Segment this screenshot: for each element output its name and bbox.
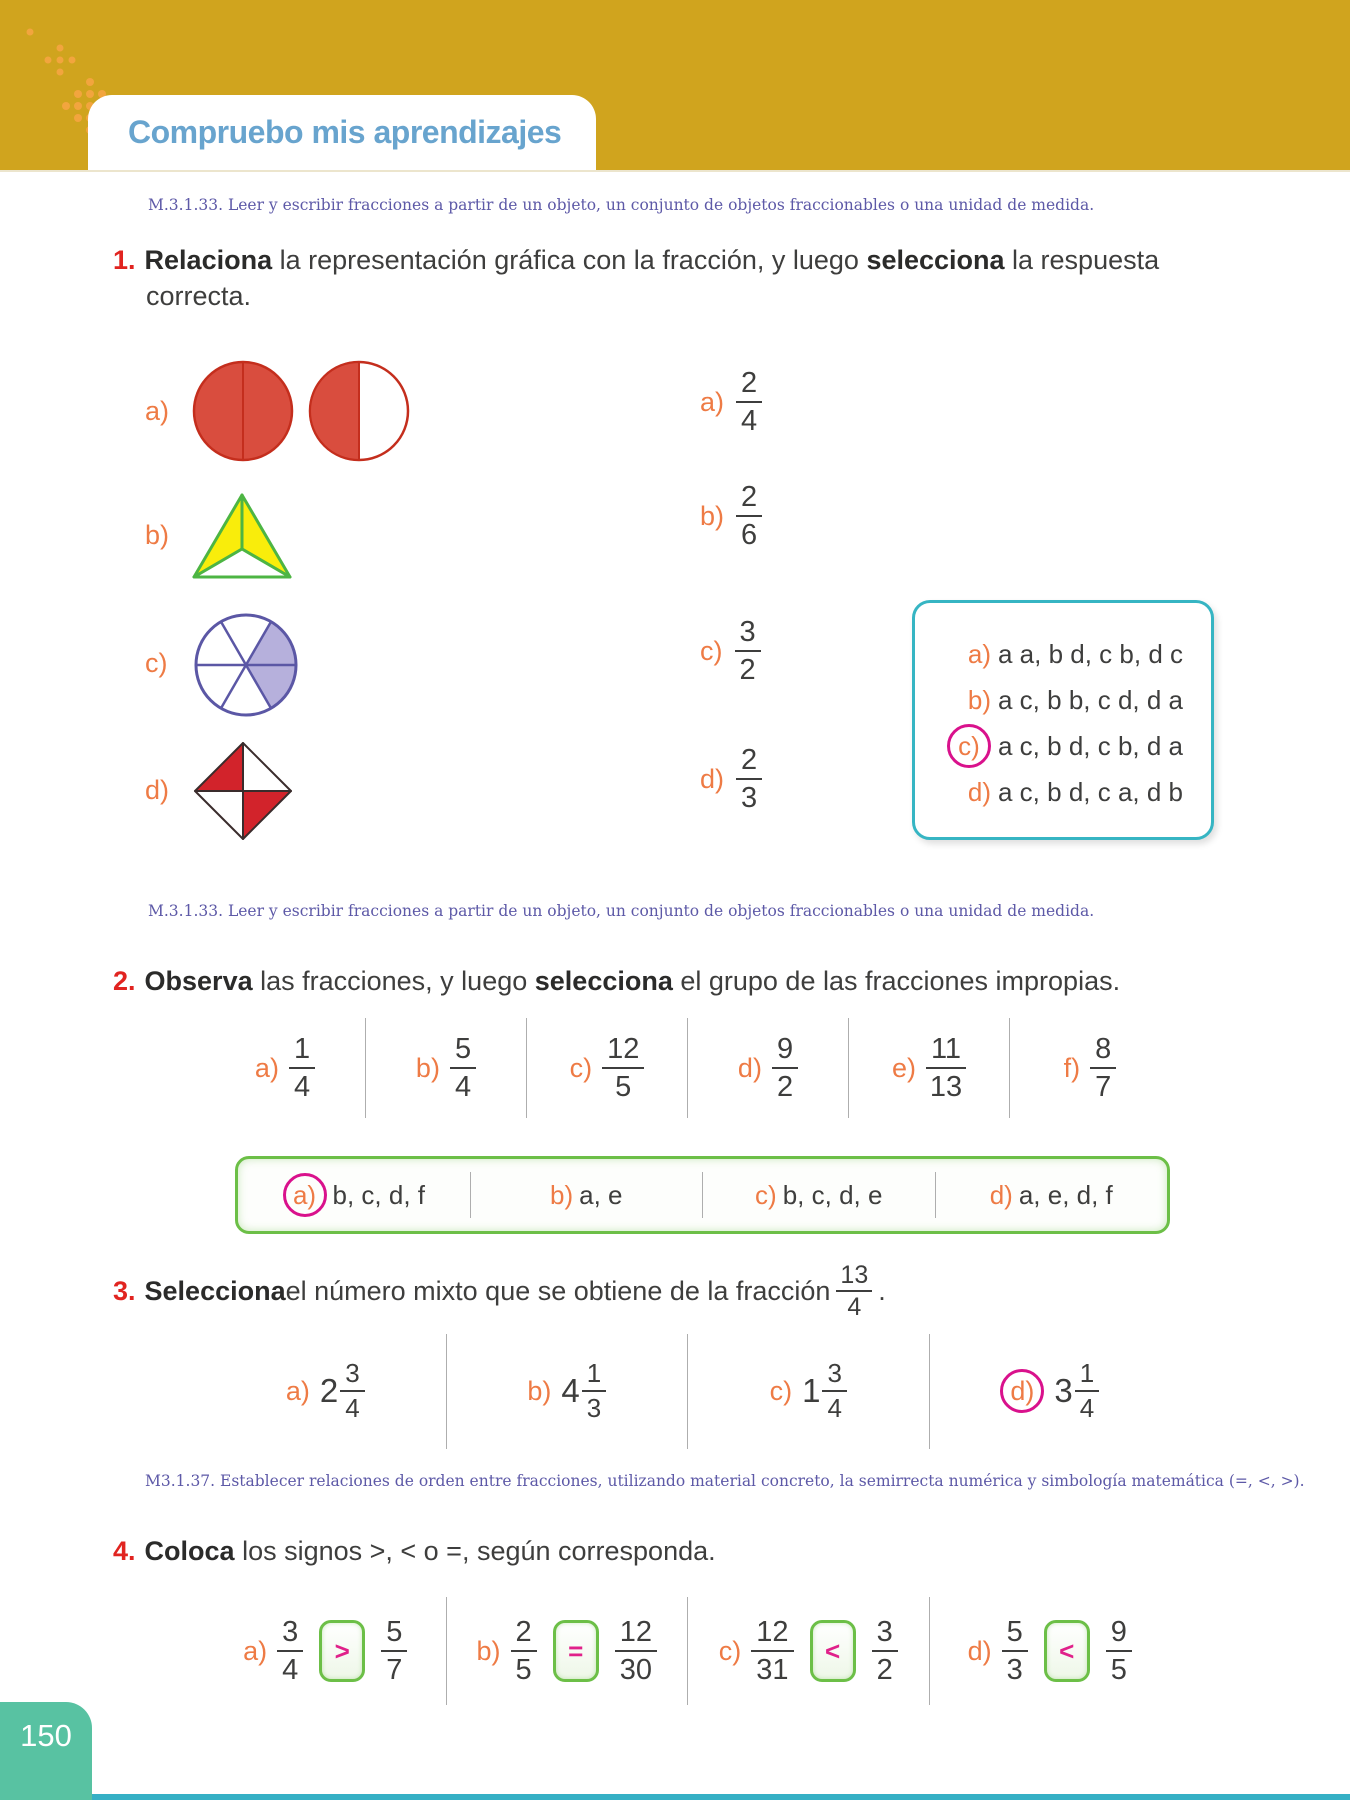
fraction-option-a: a) $\frac{2}{4}$ bbox=[700, 368, 762, 437]
fraction-option-d: d) $\frac{2}{3}$ bbox=[700, 745, 762, 814]
exercise1-title: 1. Relaciona la representación gráfica con la fracción, y luego selecciona la respuesta correcta. bbox=[113, 242, 1213, 314]
ex4-item-b: b) $\frac{2}{5}$ = $\frac{12}{30}$ bbox=[447, 1617, 688, 1686]
ex2-fraction-d: d) $\frac{9}{2}$ bbox=[688, 1034, 848, 1103]
exercise3-title: 3. Selecciona el número mixto que se obtiene de la fracción $\frac{13}{4}$ . bbox=[113, 1261, 886, 1322]
exercise2-number: 2. bbox=[113, 966, 136, 996]
shape-d-label: d) bbox=[145, 775, 170, 805]
comparison-sign-box: < bbox=[1044, 1620, 1090, 1682]
ex3-option-b: b) 4 $\frac{1}{3}$ bbox=[447, 1360, 688, 1423]
ex2-fraction-e: e) $\frac{11}{13}$ bbox=[849, 1034, 1009, 1103]
ex3-option-a: a) 2 $\frac{3}{4}$ bbox=[205, 1360, 446, 1423]
curriculum-standard-2: M.3.1.33. Leer y escribir fracciones a partir de un objeto, un conjunto de objetos fraccionables o una unidad de medida. bbox=[148, 902, 1095, 920]
page-title: Compruebo mis aprendizajes bbox=[128, 114, 562, 150]
exercise4-title: 4. Coloca los signos >, < o =, según corresponda. bbox=[113, 1536, 716, 1566]
shape-b-triangle bbox=[191, 492, 295, 582]
ex4-item-c: c) $\frac{12}{31}$ < $\frac{3}{2}$ bbox=[688, 1617, 929, 1686]
fraction-2-3: $\frac{2}{3}$ bbox=[736, 745, 762, 814]
shape-a-label: a) bbox=[145, 396, 170, 426]
ex2-fraction-a: a) $\frac{1}{4}$ bbox=[205, 1034, 365, 1103]
ex2-fraction-c: c) $\frac{12}{5}$ bbox=[527, 1034, 687, 1103]
curriculum-standard-1: M.3.1.33. Leer y escribir fracciones a partir de un objeto, un conjunto de objetos fraccionables o una unidad de medida. bbox=[148, 196, 1095, 214]
ex4-item-a: a) $\frac{3}{4}$ > $\frac{5}{7}$ bbox=[205, 1617, 446, 1686]
shape-d-diamond-fourths bbox=[193, 741, 293, 841]
header-band bbox=[0, 0, 1350, 172]
comparison-sign-box: = bbox=[553, 1620, 599, 1682]
shape-c-label: c) bbox=[145, 648, 168, 678]
exercise3-options-row bbox=[205, 1332, 1170, 1450]
fraction-3-2: $\frac{3}{2}$ bbox=[735, 617, 761, 686]
ex2-fraction-b: b) $\frac{5}{4}$ bbox=[366, 1034, 526, 1103]
curriculum-standard-3: M3.1.37. Establecer relaciones de orden entre fracciones, utilizando material concreto, la semirrecta numérica y simbología matemática (=, <, >). bbox=[145, 1472, 1305, 1490]
exercise1-answer-box bbox=[912, 600, 1214, 840]
exercise2-fractions-row bbox=[205, 1012, 1170, 1124]
fraction-option-c: c) $\frac{3}{2}$ bbox=[700, 617, 761, 686]
exercise2-title: 2. Observa las fracciones, y luego selecciona el grupo de las fracciones impropias. bbox=[113, 966, 1121, 996]
ex2-fraction-f: f) $\frac{8}{7}$ bbox=[1010, 1034, 1170, 1103]
comparison-sign-box: < bbox=[810, 1620, 856, 1682]
ex2-answer-d: d) a, e, d, f bbox=[989, 1179, 1113, 1210]
selected-answer-circle: a) bbox=[283, 1173, 327, 1217]
page-number: 150 bbox=[20, 1718, 72, 1753]
ex3-option-c: c) 1 $\frac{3}{4}$ bbox=[688, 1360, 929, 1423]
shape-c-circle-sixths bbox=[193, 612, 299, 718]
page-number-tab bbox=[0, 1702, 92, 1800]
ex3-option-d-selected: d) 3 $\frac{1}{4}$ bbox=[930, 1360, 1171, 1423]
exercise1-title-line2: correcta. bbox=[146, 281, 252, 311]
shape-b-label: b) bbox=[145, 520, 170, 550]
ex2-answer-b: b) a, e bbox=[550, 1179, 623, 1210]
exercise4-number: 4. bbox=[113, 1536, 136, 1566]
answer-row-a: a) a a, b d, c b, d c bbox=[967, 638, 1183, 669]
exercise2-answer-box bbox=[235, 1156, 1170, 1234]
answer-row-d: d) a c, b d, c a, d b bbox=[967, 776, 1183, 807]
selected-answer-circle: d) bbox=[1000, 1369, 1044, 1413]
shape-a-two-circles bbox=[190, 358, 420, 464]
ex2-answer-a-selected: a) b, c, d, f bbox=[238, 1173, 470, 1217]
comparison-sign-box: > bbox=[319, 1620, 365, 1682]
answer-row-c-selected: c) a c, b d, c b, d a bbox=[943, 723, 1211, 769]
bottom-accent-strip bbox=[0, 1794, 1350, 1800]
title-banner bbox=[88, 95, 596, 170]
ex4-item-d: d) $\frac{5}{3}$ < $\frac{9}{5}$ bbox=[930, 1617, 1171, 1686]
ex2-answer-c: c) b, c, d, e bbox=[755, 1179, 883, 1210]
exercise1-number: 1. bbox=[113, 245, 136, 275]
fraction-2-4: $\frac{2}{4}$ bbox=[736, 368, 762, 437]
fraction-option-b: b) $\frac{2}{6}$ bbox=[700, 482, 762, 551]
answer-row-b: b) a c, b b, c d, d a bbox=[967, 684, 1183, 715]
fraction-13-4: $\frac{13}{4}$ bbox=[836, 1262, 872, 1321]
fraction-2-6: $\frac{2}{6}$ bbox=[736, 482, 762, 551]
exercise4-comparisons-row bbox=[205, 1595, 1170, 1707]
exercise3-number: 3. bbox=[113, 1276, 136, 1307]
selected-answer-circle: c) bbox=[947, 724, 991, 768]
